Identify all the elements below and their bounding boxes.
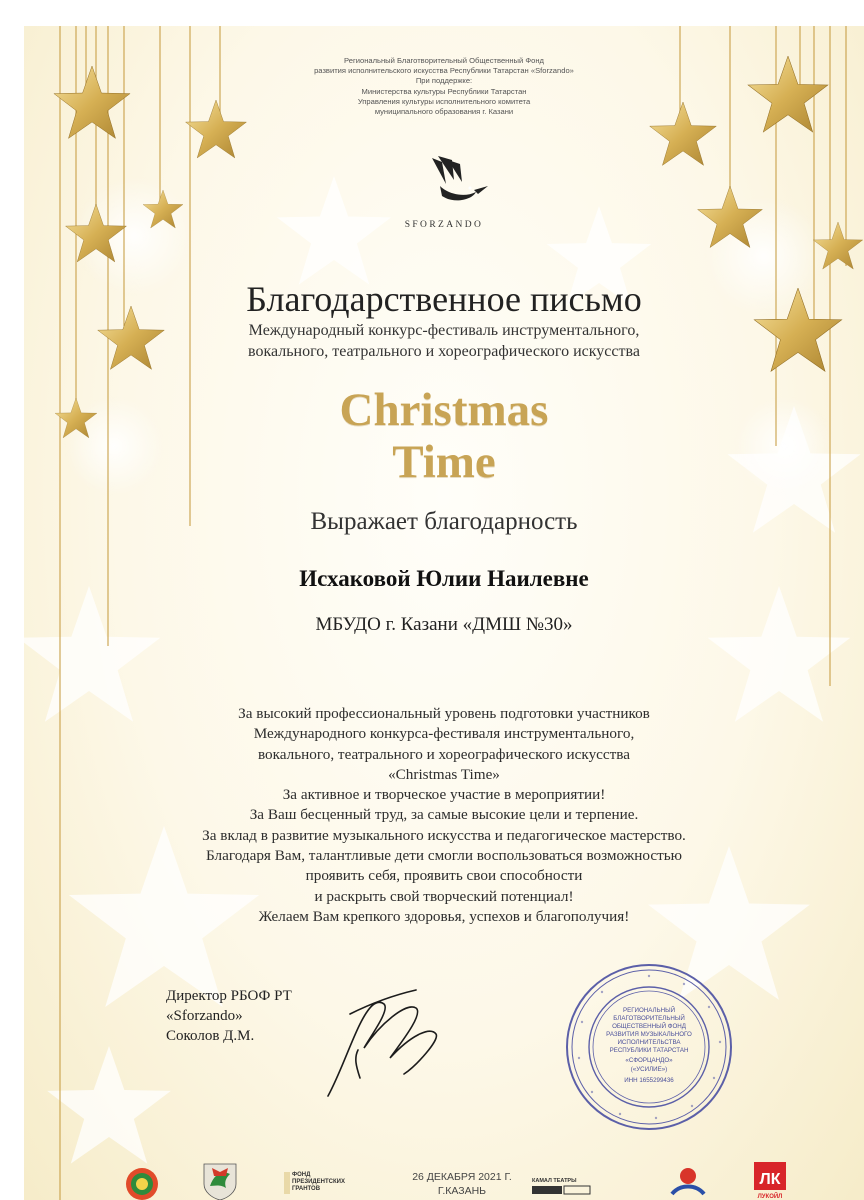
- header-line: Министерства культуры Республики Татарстан: [361, 86, 527, 96]
- stamp-line: ИСПОЛНИТЕЛЬСТВА: [617, 1039, 681, 1046]
- stamp-line: БЛАГОТВОРИТЕЛЬНЫЙ: [613, 1015, 685, 1022]
- event-title-line: Time: [392, 436, 496, 488]
- header-line: муниципального образования г. Казани: [374, 107, 514, 117]
- stamp-line: РАЗВИТИЯ МУЗЫКАЛЬНОГО: [606, 1031, 692, 1038]
- signature-line: Соколов Д.М.: [166, 1028, 255, 1044]
- page-title: Благодарственное письмо: [246, 279, 642, 319]
- header-text: [24, 56, 864, 117]
- kamal-logo-text: КАМАЛ ТЕАТРЫ: [532, 1178, 577, 1184]
- recipient-organization: МБУДО г. Казани «ДМШ №30»: [315, 614, 573, 635]
- recipient-name: Исхаковой Юлии Наилевне: [299, 566, 589, 591]
- body-text: [24, 704, 864, 927]
- body-line: За высокий профессиональный уровень подготовки участников: [238, 705, 650, 722]
- body-line: Международного конкурса-фестиваля инструментального,: [253, 725, 635, 743]
- fund-line: ФОНД: [292, 1172, 311, 1178]
- body-line: вокального, театрального и хореографического искусства: [257, 745, 630, 763]
- kamal-logo-icon: [532, 1184, 592, 1196]
- fund-logo-text: [292, 1172, 345, 1193]
- stamp-line: «СФОРЦАНДО»: [625, 1057, 673, 1064]
- lukoil-logo-text: ЛУКОЙЛ: [757, 1194, 783, 1200]
- certificate-sheet: [24, 26, 864, 1200]
- round-stamp: [564, 962, 734, 1132]
- signature-block: [166, 986, 292, 1046]
- signature-line: «Sforzando»: [166, 1008, 243, 1024]
- header-line: Управления культуры исполнительного комитета: [357, 96, 531, 106]
- body-line: «Christmas Time»: [388, 765, 500, 783]
- body-line: Благодаря Вам, талантливые дети смогли воспользоваться возможностью: [206, 847, 682, 865]
- body-line: За активное и творческое участие в мероприятии!: [282, 786, 606, 804]
- subtitle-line: Международный конкурс-фестиваль инструментального,: [248, 322, 640, 339]
- signature-line: Директор РБОФ РТ: [166, 988, 292, 1004]
- sforzando-bird-icon: [424, 154, 494, 210]
- event-title-line: Christmas: [339, 384, 549, 436]
- svg-text:ЛК: ЛК: [759, 1171, 781, 1188]
- header-line: развития исполнительского искусства Республики Татарстан «Sforzando»: [314, 66, 574, 76]
- event-date: [402, 1170, 522, 1198]
- stamp-line: РЕСПУБЛИКИ ТАТАРСТАН: [609, 1047, 689, 1054]
- fund-line: ПРЕЗИДЕНТСКИХ: [292, 1179, 345, 1185]
- body-line: За Ваш бесценный труд, за самые высокие цели и терпение.: [249, 806, 639, 824]
- header-line: Региональный Благотворительный Общественный Фонд: [344, 56, 544, 65]
- event-date-line: 26 ДЕКАБРЯ 2021 Г.: [412, 1171, 512, 1183]
- stamp-line: ОБЩЕСТВЕННЫЙ ФОНД: [612, 1023, 686, 1030]
- lukoil-logo-icon: [752, 1160, 788, 1200]
- body-line: Желаем Вам крепкого здоровья, успехов и благополучия!: [258, 907, 630, 925]
- body-line: проявить себя, проявить свои способности: [305, 867, 583, 885]
- brand-name: SFORZANDO: [404, 220, 484, 230]
- stamp-line: ИНН 1655299436: [624, 1077, 674, 1084]
- subtitle-line: вокального, театрального и хореографического искусства: [248, 343, 640, 360]
- thanks-heading: Выражает благодарность: [310, 508, 578, 535]
- kazan-dragon-icon: [200, 1160, 240, 1200]
- signature-scribble: [320, 974, 450, 1104]
- stamp-line: РЕГИОНАЛЬНЫЙ: [622, 1007, 676, 1014]
- header-line: При поддержке:: [415, 76, 473, 86]
- fund-line: ГРАНТОВ: [292, 1186, 321, 1192]
- pgk-logo-icon: [668, 1164, 708, 1200]
- event-date-line: Г.КАЗАНЬ: [437, 1185, 487, 1197]
- kamal-logo: [532, 1178, 592, 1196]
- subtitle: [24, 320, 864, 362]
- event-title: [24, 384, 864, 488]
- body-line: и раскрыть свой творческий потенциал!: [314, 887, 574, 905]
- body-line: За вклад в развитие музыкального искусства и педагогическое мастерство.: [202, 826, 686, 844]
- stamp-line: («УСИЛИЕ»): [630, 1066, 668, 1073]
- fund-logo-icon: [284, 1172, 290, 1194]
- tatarstan-emblem-icon: [122, 1166, 162, 1200]
